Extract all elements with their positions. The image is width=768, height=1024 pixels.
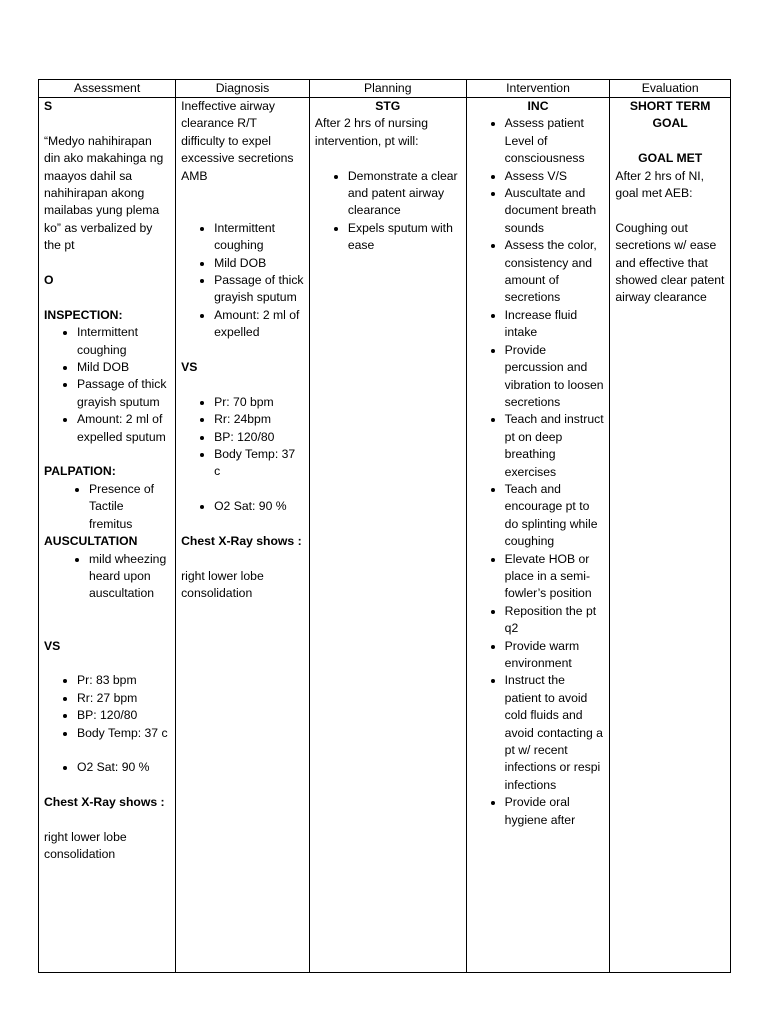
header-assessment: Assessment [39, 80, 176, 98]
intervention-list [472, 115, 605, 829]
auscultation-heading: AUSCULTATION [44, 534, 138, 549]
list-item: • Mild DOB [214, 255, 304, 272]
diagnosis-xray-heading: Chest X-Ray shows : [181, 534, 302, 549]
list-item: • Reposition the pt q2 [505, 603, 605, 638]
list-item: • Mild DOB [77, 359, 170, 376]
list-item: • Passage of thick grayish sputum [77, 376, 170, 411]
list-item: • Increase fluid intake [505, 307, 605, 342]
list-item: • mild wheezing heard upon auscultation [89, 551, 170, 603]
intervention-heading: INC [527, 99, 549, 113]
list-item: • Provide percussion and vibration to loosen secretions [505, 342, 605, 412]
header-planning: Planning [309, 80, 466, 98]
evaluation-heading: SHORT TERM GOAL [629, 99, 711, 131]
list-item: • Expels sputum with ease [348, 220, 461, 255]
auscultation-list [44, 551, 170, 603]
list-item: • Assess patient Level of consciousness [505, 115, 605, 167]
list-item: • O2 Sat: 90 % [77, 759, 170, 776]
list-item: • Instruct the patient to avoid cold fluids and avoid contacting a pt w/ recent infections or respi infections [505, 672, 605, 794]
nursing-care-plan-table [38, 79, 731, 973]
planning-cell [309, 98, 466, 973]
inspection-heading: INSPECTION: [44, 307, 123, 322]
inspection-list [44, 324, 170, 446]
list-item: • Body Temp: 37 c [214, 446, 304, 481]
vital-signs-list [44, 672, 170, 742]
o2-saturation-list [44, 759, 170, 776]
list-item: • BP: 120/80 [214, 429, 304, 446]
palpation-heading: PALPATION: [44, 464, 116, 479]
xray-heading: Chest X-Ray shows : [44, 795, 165, 810]
list-item: • Auscultate and document breath sounds [505, 185, 605, 237]
diagnosis-o2-list [181, 498, 304, 515]
diagnosis-vs-heading: VS [181, 360, 198, 375]
assessment-cell [39, 98, 176, 973]
evaluation-result: Coughing out secretions w/ ease and effective that showed clear patent airway clearance [615, 220, 725, 305]
diagnosis-statement: Ineffective airway clearance R/T difficulty to expel excessive secretions AMB [181, 99, 294, 183]
subjective-quote: “Medyo nahihirapan din ako makahinga ng maayos dahil sa nahihirapan akong mailabas yung plema ko” as verbalized by the pt [44, 133, 164, 253]
diagnosis-cues-list [181, 220, 304, 342]
list-item: • Body Temp: 37 c [77, 725, 170, 742]
list-item: • Passage of thick grayish sputum [214, 272, 304, 307]
palpation-list [44, 481, 170, 533]
list-item: • Provide warm environment [505, 638, 605, 673]
header-evaluation: Evaluation [610, 80, 731, 98]
list-item: • Demonstrate a clear and patent airway clearance [348, 168, 461, 220]
list-item: • Amount: 2 ml of expelled sputum [77, 411, 170, 446]
list-item: • Pr: 83 bpm [77, 672, 170, 689]
list-item: • Pr: 70 bpm [214, 394, 304, 411]
planning-intro: After 2 hrs of nursing intervention, pt will: [314, 116, 428, 148]
evaluation-cell [610, 98, 731, 973]
list-item: • Teach and encourage pt to do splinting while coughing [505, 481, 605, 551]
vital-signs-heading: VS [44, 638, 61, 653]
subjective-heading: S [44, 99, 53, 113]
list-item: • Intermittent coughing [77, 324, 170, 359]
diagnosis-vs-list [181, 394, 304, 481]
list-item: • Presence of Tactile fremitus [89, 481, 170, 533]
xray-finding: right lower lobe consolidation [44, 829, 127, 862]
list-item: • Rr: 27 bpm [77, 690, 170, 707]
list-item: • BP: 120/80 [77, 707, 170, 724]
list-item: • Rr: 24bpm [214, 411, 304, 428]
objective-heading: O [44, 273, 54, 288]
list-item: • Teach and instruct pt on deep breathing exercises [505, 411, 605, 481]
goal-met-label: GOAL MET [638, 151, 703, 166]
diagnosis-xray-finding: right lower lobe consolidation [181, 568, 264, 601]
header-intervention: Intervention [466, 80, 610, 98]
header-row [39, 80, 731, 98]
header-diagnosis: Diagnosis [176, 80, 310, 98]
list-item: • Intermittent coughing [214, 220, 304, 255]
list-item: • Provide oral hygiene after [505, 794, 605, 829]
evaluation-after-text: After 2 hrs of NI, goal met AEB: [615, 168, 705, 201]
list-item: • Amount: 2 ml of expelled [214, 307, 304, 342]
list-item: • Elevate HOB or place in a semi-fowler’s position [505, 551, 605, 603]
intervention-cell [466, 98, 610, 973]
list-item: • Assess the color, consistency and amount of secretions [505, 237, 605, 307]
content-row [39, 98, 731, 973]
planning-goals-list [315, 168, 461, 255]
diagnosis-cell [176, 98, 310, 973]
planning-heading: STG [375, 99, 401, 113]
list-item: • O2 Sat: 90 % [214, 498, 304, 515]
list-item: • Assess V/S [505, 168, 605, 185]
